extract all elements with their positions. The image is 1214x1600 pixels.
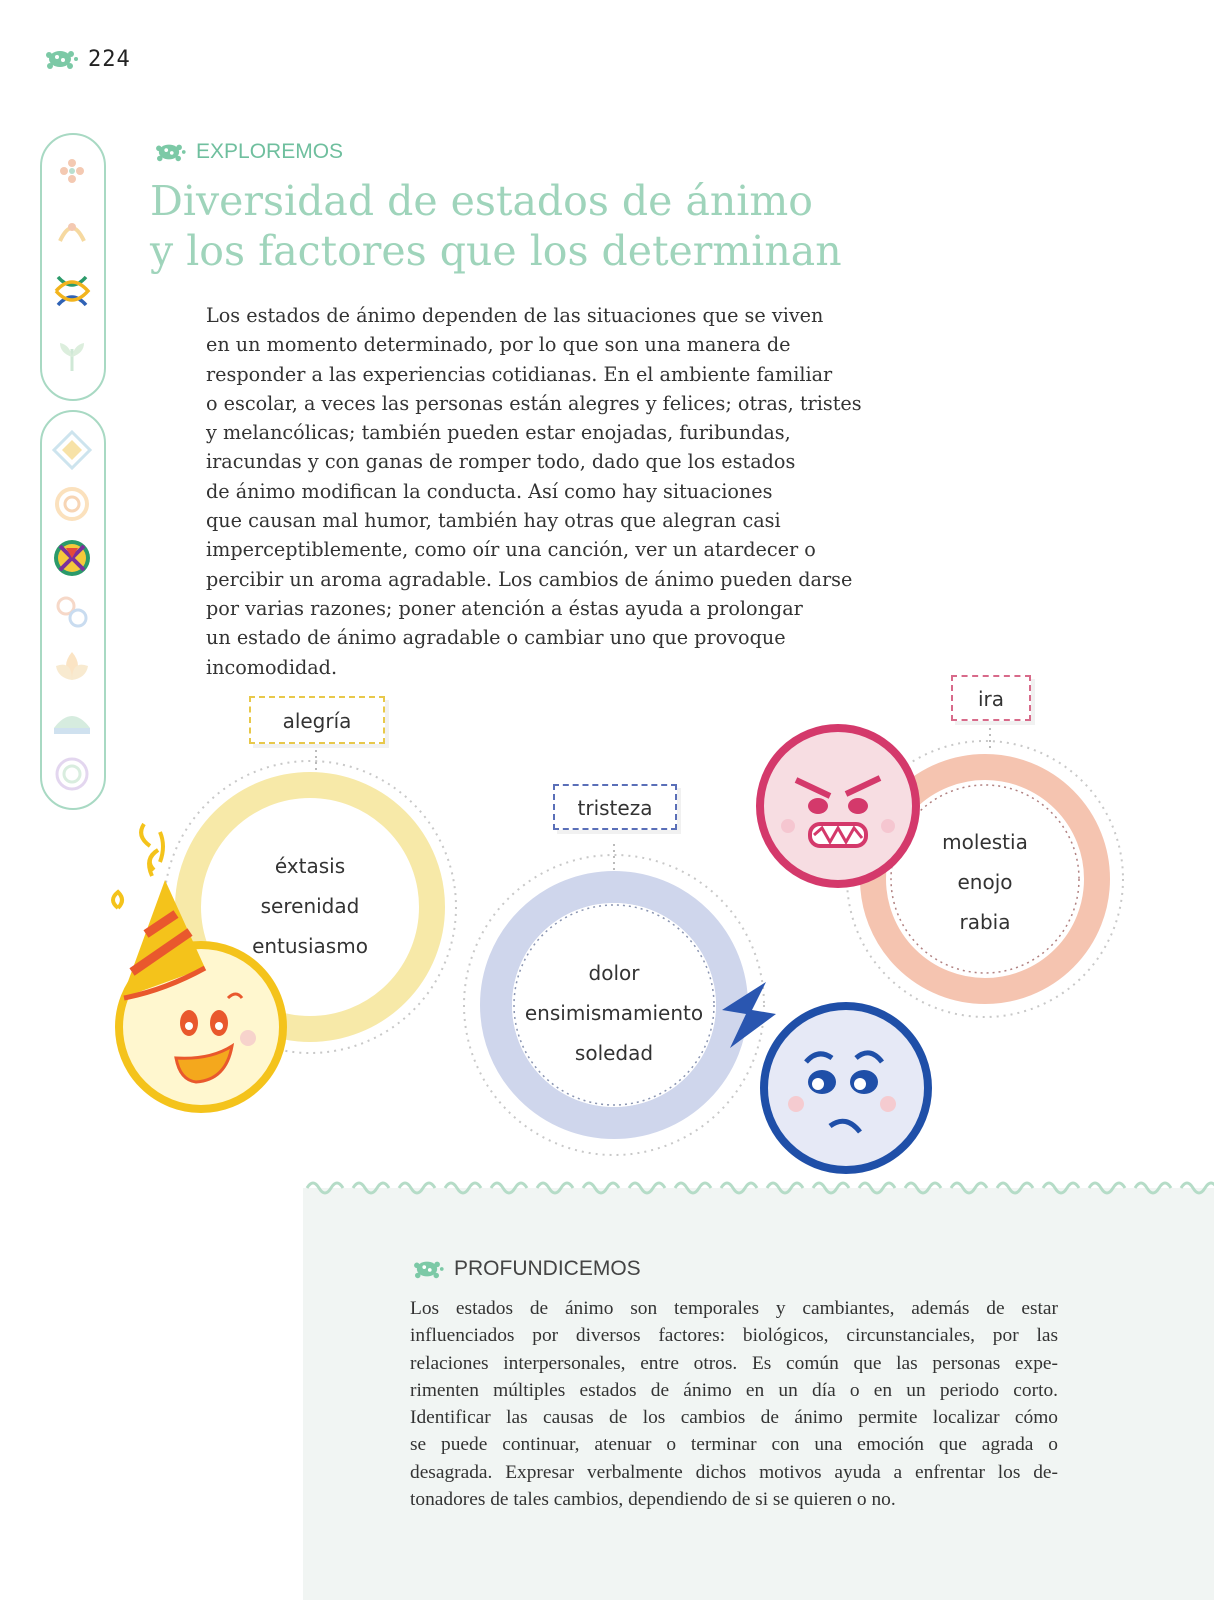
ira-items bbox=[900, 822, 1070, 942]
hourglass-circle-icon[interactable] bbox=[52, 538, 92, 578]
rings-icon[interactable] bbox=[52, 592, 92, 632]
wave-segment bbox=[951, 1183, 987, 1193]
wave-segment bbox=[813, 1183, 849, 1193]
intro-line: en un momento determinado, por lo que son una manera de bbox=[206, 333, 791, 357]
emotion-item: éxtasis bbox=[274, 854, 346, 878]
explore-label-text: EXPLOREMOS bbox=[196, 140, 344, 163]
wave-segment bbox=[767, 1183, 803, 1193]
emotion-tag-tristeza bbox=[553, 784, 677, 830]
wave-border-pattern bbox=[303, 1176, 1214, 1198]
intro-line: o escolar, a veces las personas están alegres y felices; otras, tristes bbox=[206, 391, 862, 415]
intro-line: un estado de ánimo agradable o cambiar uno que provoque bbox=[206, 626, 786, 650]
sad-face-icon bbox=[764, 1006, 928, 1170]
turtle-glyph-icon bbox=[408, 1257, 446, 1281]
title-line: y los factores que los determinan bbox=[150, 227, 842, 275]
emotion-item: ensimismamiento bbox=[524, 1001, 704, 1025]
wave-segment bbox=[997, 1183, 1033, 1193]
emotion-item: molestia bbox=[942, 830, 1028, 854]
plant-figure-icon[interactable] bbox=[52, 335, 92, 375]
explore-section-label bbox=[150, 140, 343, 164]
emotion-tag-alegria bbox=[249, 696, 385, 744]
emotion-tag-label: tristeza bbox=[577, 796, 653, 820]
diamond-star-icon[interactable] bbox=[52, 430, 92, 470]
deepen-line: se puede continuar, atenuar o terminar con una emoción que agrada o bbox=[410, 1434, 1058, 1456]
intro-line: Los estados de ánimo dependen de las situaciones que se viven bbox=[206, 304, 824, 327]
wave-segment bbox=[1135, 1183, 1171, 1193]
emotion-item: enojo bbox=[957, 870, 1013, 894]
emotion-item: rabia bbox=[959, 910, 1011, 934]
wave-segment bbox=[353, 1183, 389, 1193]
wave-segment bbox=[583, 1183, 619, 1193]
wave-segment bbox=[1043, 1183, 1079, 1193]
deepen-line: relaciones interpersonales, entre otros. Es común que las personas expe- bbox=[410, 1352, 1058, 1374]
people-circle-icon[interactable] bbox=[52, 271, 92, 311]
wave-segment bbox=[905, 1183, 941, 1193]
wave-segment bbox=[307, 1183, 343, 1193]
turtle-glyph-icon bbox=[150, 140, 188, 164]
intro-line: iracundas y con ganas de romper todo, dado que los estados bbox=[206, 450, 796, 474]
intro-line: y melancólicas; también pueden estar enojadas, furibundas, bbox=[206, 421, 791, 445]
emotion-tag-label: alegría bbox=[282, 709, 352, 733]
turtle-glyph-icon bbox=[40, 46, 80, 72]
emotion-tag-ira bbox=[951, 675, 1031, 721]
intro-line: que causan mal humor, también hay otras que alegran casi bbox=[206, 509, 781, 533]
intro-line: por varias razones; poner atención a éstas ayuda a prolongar bbox=[206, 596, 803, 620]
intro-line: imperceptiblemente, como oír una canción, ver un atardecer o bbox=[206, 538, 816, 562]
alegria-items bbox=[210, 846, 410, 966]
emotion-item: serenidad bbox=[260, 894, 360, 918]
wave-segment bbox=[537, 1183, 573, 1193]
flower-dots-icon[interactable] bbox=[52, 151, 92, 191]
wave-segment bbox=[491, 1183, 527, 1193]
tristeza-items bbox=[504, 953, 724, 1073]
deepen-paragraph bbox=[410, 1295, 1058, 1513]
angry-face-icon bbox=[760, 728, 916, 884]
deepen-label-text: PROFUNDICEMOS bbox=[454, 1257, 641, 1280]
intro-line: responder a las experiencias cotidianas. En el ambiente familiar bbox=[206, 362, 833, 386]
deepen-line: Los estados de ánimo son temporales y cambiantes, además de estar bbox=[410, 1298, 1058, 1319]
page-number: 224 bbox=[88, 46, 131, 72]
wave-segment bbox=[399, 1183, 435, 1193]
emotion-item: entusiasmo bbox=[252, 934, 368, 958]
swirl-figure-icon[interactable] bbox=[52, 211, 92, 251]
deepen-line: influenciados por diversos factores: biológicos, circunstanciales, por las bbox=[410, 1325, 1058, 1347]
emotion-item: dolor bbox=[588, 961, 640, 985]
page-title bbox=[150, 176, 910, 276]
deepen-line: rimenten múltiples estados de ánimo en un día o en un periodo corto. bbox=[410, 1379, 1058, 1401]
deepen-line: desagrada. Expresar verbalmente dichos motivos ayuda a enfrentar los de- bbox=[410, 1461, 1058, 1483]
title-line: Diversidad de estados de ánimo bbox=[150, 177, 813, 225]
intro-line: incomodidad. bbox=[206, 655, 338, 679]
deepen-section-label bbox=[408, 1257, 641, 1281]
deepen-line: tonadores de tales cambios, dependiendo de si se quieren o no. bbox=[410, 1489, 896, 1511]
spiral-sun-icon[interactable] bbox=[52, 484, 92, 524]
intro-line: de ánimo modifican la conducta. Así como hay situaciones bbox=[206, 479, 773, 503]
wave-segment bbox=[1181, 1183, 1214, 1193]
wave-segment bbox=[445, 1183, 481, 1193]
page-header bbox=[40, 46, 131, 72]
sidebar-nav-top bbox=[40, 133, 106, 401]
deepen-line: Identificar las causas de los cambios de ánimo permite localizar cómo bbox=[410, 1407, 1058, 1429]
emotion-item: soledad bbox=[574, 1041, 654, 1065]
intro-paragraph bbox=[206, 301, 916, 682]
intro-line: percibir un aroma agradable. Los cambios de ánimo pueden darse bbox=[206, 567, 853, 591]
wave-segment bbox=[859, 1183, 895, 1193]
wave-segment bbox=[721, 1183, 757, 1193]
wave-segment bbox=[1089, 1183, 1125, 1193]
emotion-tag-label: ira bbox=[977, 687, 1005, 711]
wave-segment bbox=[675, 1183, 711, 1193]
wave-segment bbox=[629, 1183, 665, 1193]
